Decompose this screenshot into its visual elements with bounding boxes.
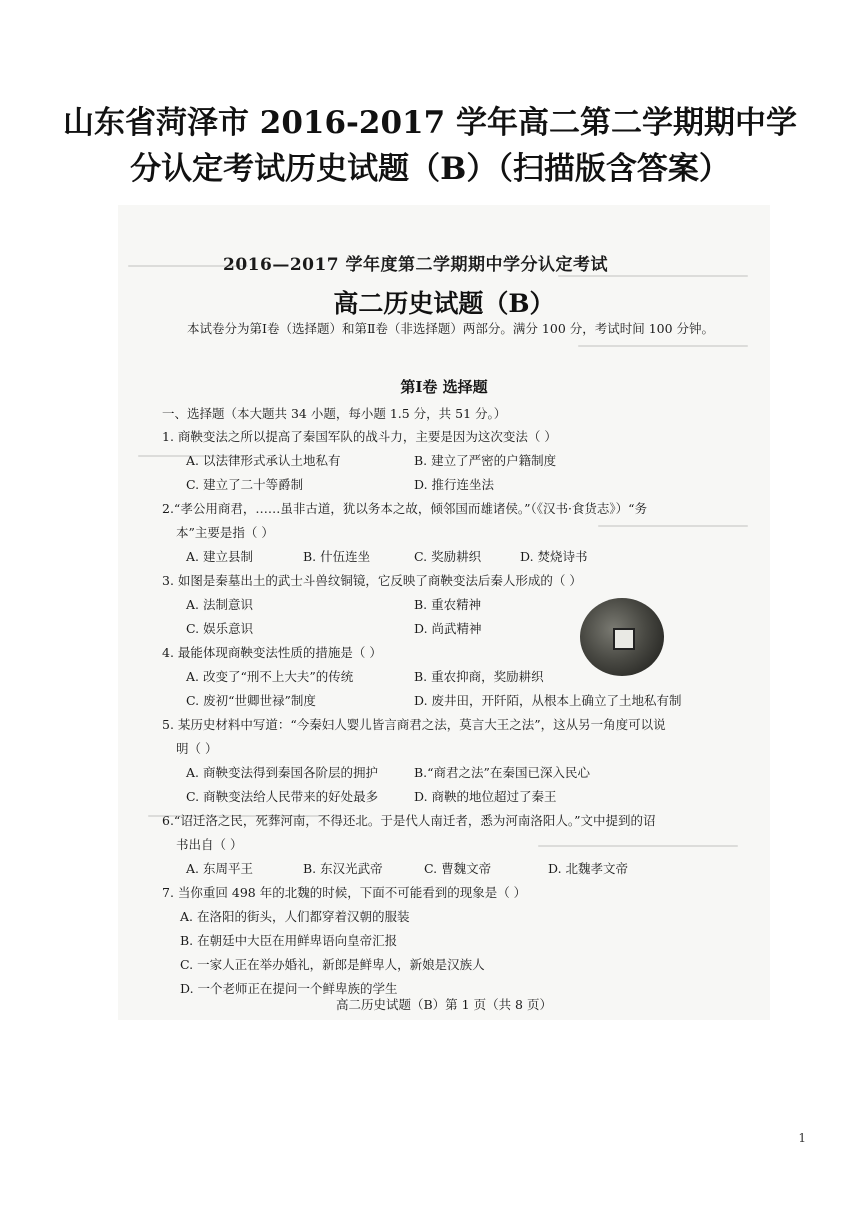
- question-6-option-d: D. 北魏孝文帝: [548, 861, 629, 876]
- document-title: [20, 100, 840, 192]
- question-6-option-c: C. 曹魏文帝: [424, 861, 492, 876]
- question-6-option-a: A. 东周平王: [186, 861, 253, 876]
- question-7-option-d: D. 一个老师正在提问一个鲜卑族的学生: [180, 981, 398, 996]
- question-7-option-a: A. 在洛阳的街头，人们都穿着汉朝的服装: [180, 909, 410, 924]
- question-4-option-d: D. 废井田，开阡陌，从根本上确立了土地私有制: [414, 693, 682, 708]
- document-title-line-2: 分认定考试历史试题（B）（扫描版含答案）: [130, 151, 730, 187]
- bleed-through-line: [578, 345, 748, 347]
- bleed-through-line: [598, 525, 748, 527]
- question-2-option-a: A. 建立县制: [186, 549, 253, 564]
- question-2-stem-cont: 本”主要是指（ ）: [176, 525, 274, 540]
- bronze-mirror-center: [613, 628, 635, 650]
- question-1-option-a: A. 以法律形式承认土地私有: [186, 453, 341, 468]
- question-5-stem: 5. 某历史材料中写道：“今秦妇人婴儿皆言商君之法，莫言大王之法”，这从另一角度可以说: [162, 717, 666, 732]
- question-2-option-d: D. 焚烧诗书: [520, 549, 588, 564]
- section-heading: 一、选择题（本大题共 34 小题，每小题 1.5 分，共 51 分。）: [162, 406, 507, 421]
- bleed-through-line: [538, 845, 738, 847]
- exam-title: 高二历史试题（B）: [333, 289, 555, 318]
- question-4-stem: 4. 最能体现商鞅变法性质的措施是（ ）: [162, 645, 382, 660]
- question-5-stem-cont: 明（ ）: [176, 741, 218, 756]
- question-2-option-b: B. 什伍连坐: [303, 549, 371, 564]
- exam-intro: 本试卷分为第Ⅰ卷（选择题）和第Ⅱ卷（非选择题）两部分。满分 100 分，考试时间 100 分钟。: [187, 321, 715, 336]
- question-5-option-a: A. 商鞅变法得到秦国各阶层的拥护: [186, 765, 378, 780]
- exam-page-footer: 高二历史试题（B）第 1 页（共 8 页）: [336, 997, 552, 1012]
- bleed-through-line: [558, 275, 748, 277]
- exam-header: 2016—2017 学年度第二学期期中学分认定考试: [223, 255, 609, 275]
- question-4-option-b: B. 重农抑商，奖励耕织: [414, 669, 544, 684]
- question-4-option-c: C. 废初“世卿世禄”制度: [186, 693, 316, 708]
- question-1-stem: 1. 商鞅变法之所以提高了秦国军队的战斗力，主要是因为这次变法（ ）: [162, 429, 557, 444]
- question-7-option-b: B. 在朝廷中大臣在用鲜卑语向皇帝汇报: [180, 933, 398, 948]
- question-3-option-b: B. 重农精神: [414, 597, 482, 612]
- question-6-stem-cont: 书出自（ ）: [176, 837, 243, 852]
- question-7-option-c: C. 一家人正在举办婚礼，新郎是鲜卑人，新娘是汉族人: [180, 957, 485, 972]
- question-3-option-a: A. 法制意识: [186, 597, 253, 612]
- question-4-option-a: A. 改变了“刑不上大夫”的传统: [186, 669, 354, 684]
- question-7-stem: 7. 当你重回 498 年的北魏的时候，下面不可能看到的现象是（ ）: [162, 885, 527, 900]
- question-6-stem: 6.“诏迁洛之民，死葬河南，不得还北。于是代人南迁者，悉为河南洛阳人。”文中提到的诏: [162, 813, 656, 828]
- question-3-stem: 3. 如图是秦墓出土的武士斗兽纹铜镜，它反映了商鞅变法后秦人形成的（ ）: [162, 573, 582, 588]
- question-6-option-b: B. 东汉光武帝: [303, 861, 383, 876]
- scanned-exam-page: [118, 205, 770, 1020]
- question-3-option-c: C. 娱乐意识: [186, 621, 254, 636]
- question-1-option-d: D. 推行连坐法: [414, 477, 495, 492]
- question-5-option-c: C. 商鞅变法给人民带来的好处最多: [186, 789, 379, 804]
- part-title: 第Ⅰ卷 选择题: [400, 378, 488, 396]
- page-number: 1: [798, 1131, 806, 1145]
- question-5-option-b: B.“商君之法”在秦国已深入民心: [414, 765, 590, 780]
- document-title-line-1: 山东省菏泽市 2016-2017 学年高二第二学期期中学: [62, 105, 797, 141]
- question-2-option-c: C. 奖励耕织: [414, 549, 482, 564]
- question-2-stem: 2.“孝公用商君，……虽非古道，犹以务本之故，倾邻国而雄诸侯。”（《汉书·食货志》）“务: [162, 501, 648, 516]
- bronze-mirror-image: [580, 598, 664, 676]
- question-3-option-d: D. 尚武精神: [414, 621, 482, 636]
- question-1-option-c: C. 建立了二十等爵制: [186, 477, 304, 492]
- question-5-option-d: D. 商鞅的地位超过了秦王: [414, 789, 557, 804]
- question-1-option-b: B. 建立了严密的户籍制度: [414, 453, 557, 468]
